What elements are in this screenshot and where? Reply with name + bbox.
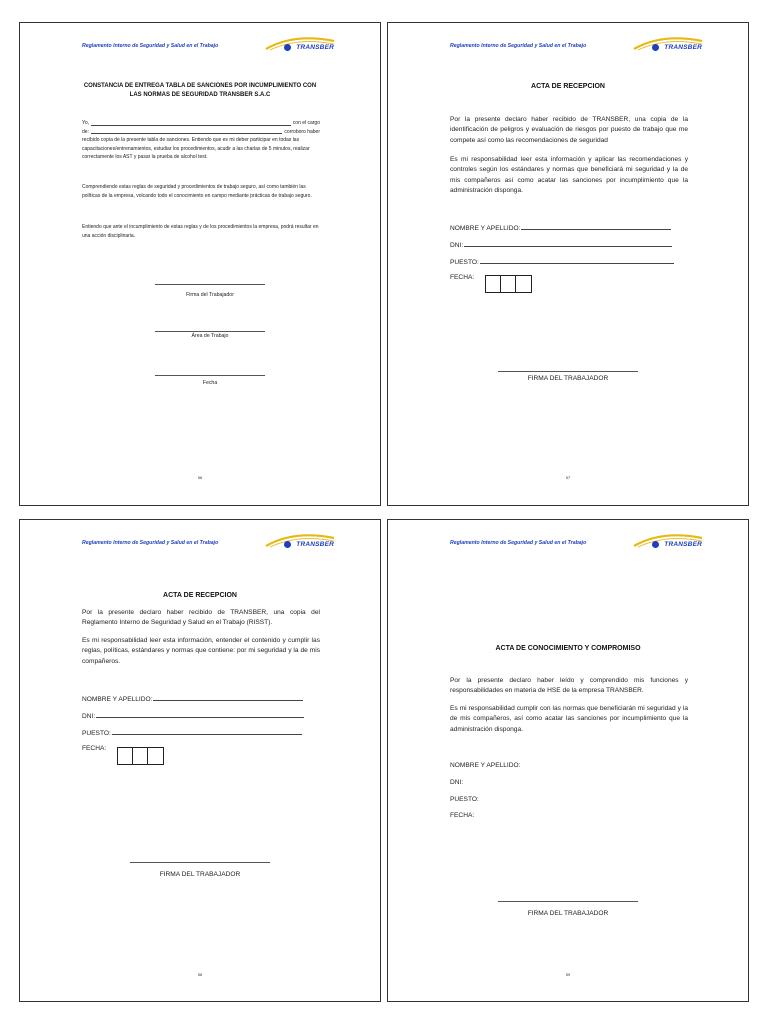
- field-fecha: FECHA:: [82, 745, 107, 752]
- paragraph-declaration: [82, 119, 320, 162]
- page-number: 59: [565, 972, 571, 977]
- signature-label: FIRMA DEL TRABAJADOR: [527, 910, 609, 917]
- signature-label: Firma del Trabajador: [186, 292, 234, 298]
- paragraph-1: Por la presente declaro haber recibido de TRANSBER, una copia de la identificación de peligros y evaluación de riesgos por puesto de trabajo que me compete así como las recomendaciones de seguridad: [450, 116, 688, 144]
- work-area-line: [155, 331, 265, 332]
- year-box: [516, 276, 531, 292]
- document-page-2: [387, 22, 749, 506]
- paragraph-1: Por la presente declaro haber leído y comprendido mis funciones y responsabilidades en materia de HSE de la empresa TRANSBER.: [450, 677, 688, 695]
- paragraph-text: recibido copia de la presente tabla de sanciones. Entiendo que es mi deber participar en todas las capacitaciones/entrenamientos, estudiar los procedimientos, acudir a las charlas de 5 minutos, realizar correctamente los AST y pasar la prueba de alcohol test.: [82, 137, 310, 161]
- dni-blank: [96, 711, 304, 718]
- field-dni: DNI:: [450, 779, 464, 786]
- field-dni: DNI:: [82, 711, 302, 720]
- page-header-title: Reglamento Interno de Seguridad y Salud en el Trabajo: [450, 43, 587, 49]
- transber-logo: [632, 35, 704, 57]
- name-blank: [521, 223, 671, 230]
- page-header-title: Reglamento Interno de Seguridad y Salud en el Trabajo: [82, 540, 219, 546]
- document-page-3: [19, 519, 381, 1002]
- paragraph-2: Es mi responsabilidad cumplir con las normas que beneficiarán mi seguridad y la de mis compañeros, así como acatar las sanciones por incumplimiento que la administración disponga.: [450, 705, 688, 733]
- page-title: CONSTANCIA DE ENTREGA TABLA DE SANCIONES POR INCUMPLIMIENTO CON LAS NORMAS DE SEGURIDAD TRANSBER S.A.C: [83, 83, 317, 98]
- field-name: NOMBRE Y APELLIDO:: [450, 762, 521, 769]
- year-box: [148, 748, 163, 764]
- date-boxes: [117, 747, 164, 765]
- globe-icon: [284, 541, 291, 548]
- page-title: ACTA DE RECEPCION: [531, 83, 605, 90]
- globe-icon: [284, 44, 291, 51]
- name-blank: [153, 694, 303, 701]
- name-blank: [91, 119, 291, 126]
- globe-icon: [652, 44, 659, 51]
- field-name: NOMBRE Y APELLIDO:: [450, 223, 670, 232]
- logo-text: TRANSBER: [296, 541, 334, 548]
- puesto-blank: [480, 257, 674, 264]
- document-page-4: [387, 519, 749, 1002]
- field-dni: DNI:: [450, 240, 670, 249]
- field-puesto: PUESTO:: [450, 257, 670, 266]
- signature-line: [130, 862, 270, 863]
- page-title: ACTA DE RECEPCION: [163, 592, 237, 599]
- document-page-1: [19, 22, 381, 506]
- paragraph-1: Por la presente declaro haber recibido de TRANSBER, una copia del Reglamento Interno de Seguridad y Salud en el Trabajo (RISST).: [82, 609, 320, 627]
- field-fecha: FECHA:: [450, 274, 475, 281]
- field-puesto: PUESTO:: [82, 728, 302, 737]
- day-box: [118, 748, 133, 764]
- dni-blank: [464, 240, 672, 247]
- transber-logo: [264, 35, 336, 57]
- transber-logo: [264, 532, 336, 554]
- month-box: [133, 748, 148, 764]
- field-fecha: FECHA:: [450, 812, 475, 819]
- paragraph-3: Entiendo que ante el incumplimiento de estas reglas y de los procedimientos la empresa, podrá resultar en una acción disciplinaria.: [82, 224, 319, 239]
- logo-text: TRANSBER: [296, 44, 334, 51]
- date-boxes: [485, 275, 532, 293]
- signature-label: FIRMA DEL TRABAJADOR: [527, 375, 609, 382]
- line-position: de: corroboro haber: [82, 128, 320, 135]
- signature-line: [498, 371, 638, 372]
- puesto-blank: [112, 728, 302, 735]
- day-box: [486, 276, 501, 292]
- globe-icon: [652, 541, 659, 548]
- month-box: [501, 276, 516, 292]
- line-name: Yo, con el cargo: [82, 120, 320, 126]
- paragraph-2: Es mi responsabilidad leer esta información y aplicar las recomendaciones y controles según los estándares y normas que beneficiará mi seguridad y la de mis compañeros así como acatar las sanciones por incumplimiento que la administración disponga.: [450, 156, 688, 195]
- field-name: NOMBRE Y APELLIDO:: [82, 694, 302, 703]
- logo-text: TRANSBER: [664, 541, 702, 548]
- paragraph-2: Es mi responsabilidad leer esta información, entender el contenido y cumplir las reglas, políticas, estándares y normas que contiene: por mi seguridad y la de mis compañeros.: [82, 637, 320, 665]
- page-header-title: Reglamento Interno de Seguridad y Salud en el Trabajo: [82, 43, 219, 49]
- work-area-label: Área de Trabajo: [191, 333, 229, 339]
- paragraph-2: Comprendiendo estas reglas de seguridad y procedimientos de trabajo seguro, así como también las políticas de la empresa, volcando todo el conocimiento en campo mediante prácticas de trabajo seguro.: [82, 184, 312, 199]
- date-label: Fecha: [202, 380, 218, 386]
- logo-text: TRANSBER: [664, 44, 702, 51]
- signature-line: [155, 284, 265, 285]
- page-number: 56: [197, 475, 203, 480]
- transber-logo: [632, 532, 704, 554]
- page-number: 58: [197, 972, 203, 977]
- page-number: 57: [565, 475, 571, 480]
- page-title: ACTA DE CONOCIMIENTO Y COMPROMISO: [495, 645, 641, 652]
- date-line: [155, 375, 265, 376]
- field-puesto: PUESTO:: [450, 796, 479, 803]
- page-header-title: Reglamento Interno de Seguridad y Salud en el Trabajo: [450, 540, 587, 546]
- signature-line: [498, 901, 638, 902]
- signature-label: FIRMA DEL TRABAJADOR: [159, 871, 241, 878]
- position-blank: [91, 128, 282, 135]
